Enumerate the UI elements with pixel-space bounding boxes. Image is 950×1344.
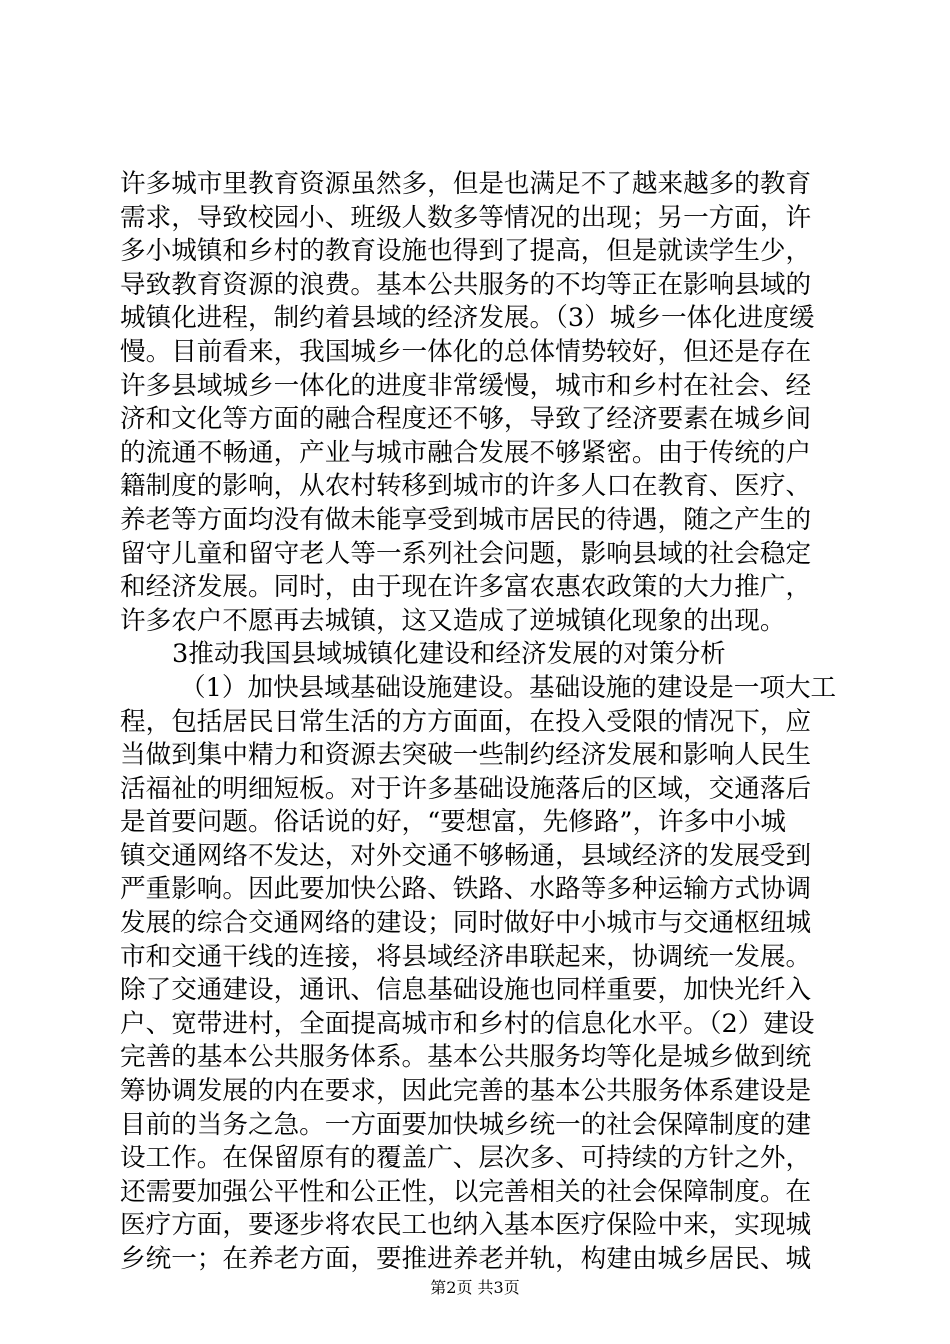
text-line: 济和文化等方面的融合程度还不够，导致了经济要素在城乡间 bbox=[120, 404, 812, 435]
text-line: 的流通不畅通，产业与城市融合发展不够紧密。由于传统的户 bbox=[120, 437, 812, 468]
text-line: 还需要加强公平性和公正性，以完善相关的社会保障制度。在 bbox=[120, 1176, 812, 1207]
text-line: 设工作。在保留原有的覆盖广、层次多、可持续的方针之外， bbox=[120, 1143, 812, 1174]
body-text bbox=[120, 168, 840, 1277]
text-line: 户、宽带进村，全面提高城市和乡村的信息化水平。（2）建设 bbox=[120, 1008, 815, 1039]
text-line: 严重影响。因此要加快公路、铁路、水路等多种运输方式协调 bbox=[120, 874, 812, 905]
text-line: 许多农户不愿再去城镇，这又造成了逆城镇化现象的出现。 bbox=[120, 605, 786, 636]
text-line: 筹协调发展的内在要求，因此完善的基本公共服务体系建设是 bbox=[120, 1076, 812, 1107]
text-line: 是首要问题。俗话说的好，“要想富，先修路”，许多中小城 bbox=[120, 807, 787, 838]
text-line: 除了交通建设，通讯、信息基础设施也同样重要，加快光纤入 bbox=[120, 975, 812, 1006]
text-line: 完善的基本公共服务体系。基本公共服务均等化是城乡做到统 bbox=[120, 1042, 812, 1073]
text-line: 慢。目前看来，我国城乡一体化的总体情势较好，但还是存在 bbox=[120, 336, 812, 367]
text-line: 许多县域城乡一体化的进度非常缓慢，城市和乡村在社会、经 bbox=[120, 370, 812, 401]
text-line: 籍制度的影响，从农村转移到城市的许多人口在教育、医疗、 bbox=[120, 471, 812, 502]
text-line: 市和交通干线的连接，将县域经济串联起来，协调统一发展。 bbox=[120, 941, 812, 972]
text-line: 导致教育资源的浪费。基本公共服务的不均等正在影响县域的 bbox=[120, 269, 812, 300]
text-line: 乡统一；在养老方面，要推进养老并轨，构建由城乡居民、城 bbox=[120, 1244, 812, 1274]
text-line: 多小城镇和乡村的教育设施也得到了提高，但是就读学生少， bbox=[120, 236, 812, 267]
text-line: 医疗方面，要逐步将农民工也纳入基本医疗保险中来，实现城 bbox=[120, 1210, 812, 1241]
text-line: 和经济发展。同时，由于现在许多富农惠农政策的大力推广， bbox=[120, 572, 812, 603]
section-heading: 3推动我国县域城镇化建设和经济发展的对策分析 bbox=[172, 639, 726, 670]
text-line: 城镇化进程，制约着县域的经济发展。（3）城乡一体化进度缓 bbox=[120, 303, 815, 334]
text-line: 发展的综合交通网络的建设；同时做好中小城市与交通枢纽城 bbox=[120, 908, 812, 939]
text-line: 许多城市里教育资源虽然多，但是也满足不了越来越多的教育 bbox=[120, 169, 812, 199]
text-line: 程，包括居民日常生活的方方面面，在投入受限的情况下，应 bbox=[120, 706, 812, 737]
text-line: 目前的当务之急。一方面要加快城乡统一的社会保障制度的建 bbox=[120, 1109, 812, 1140]
text-line: 需求，导致校园小、班级人数多等情况的出现；另一方面，许 bbox=[120, 202, 812, 233]
text-line: 养老等方面均没有做未能享受到城市居民的待遇，随之产生的 bbox=[120, 504, 812, 535]
text-line: 留守儿童和留守老人等一系列社会问题，影响县域的社会稳定 bbox=[120, 538, 812, 569]
text-line: 当做到集中精力和资源去突破一些制约经济发展和影响人民生 bbox=[120, 740, 812, 771]
text-line: 镇交通网络不发达，对外交通不够畅通，县域经济的发展受到 bbox=[120, 840, 812, 871]
text-line: （1）加快县域基础设施建设。基础设施的建设是一项大工 bbox=[180, 672, 837, 703]
text-line: 活福祉的明细短板。对于许多基础设施落后的区域，交通落后 bbox=[120, 773, 812, 804]
page-number-footer: 第2页 共3页 bbox=[430, 1278, 520, 1297]
